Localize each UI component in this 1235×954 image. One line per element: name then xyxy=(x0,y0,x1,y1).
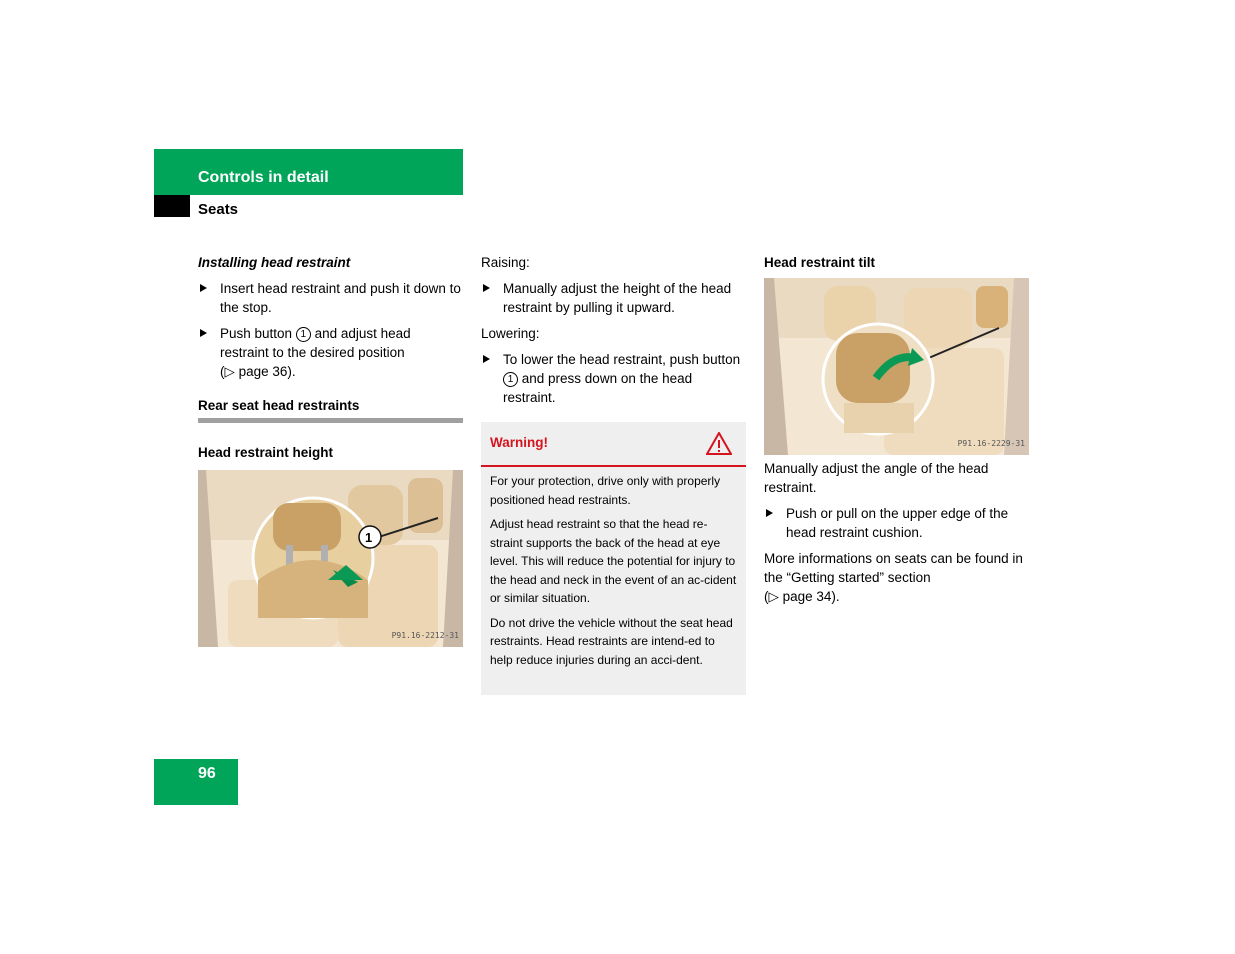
section-title: Seats xyxy=(198,201,239,218)
instruction-bullet xyxy=(198,324,463,381)
page-number: 96 xyxy=(198,765,216,782)
section-marker xyxy=(154,195,190,217)
bullet-text: and press down on the head restraint. xyxy=(503,371,693,405)
bullet-text: To lower the head restraint, push button xyxy=(503,352,741,367)
bullet-text: Manually adjust the height of the head restraint by pulling it upward. xyxy=(503,281,732,315)
warning-box xyxy=(481,422,746,695)
tilt-text: Manually adjust the angle of the head restraint. xyxy=(764,461,989,495)
tilt-illustration xyxy=(764,278,1029,455)
chapter-title: Controls in detail xyxy=(198,169,329,186)
figure-code: P91.16-2212-31 xyxy=(391,631,459,640)
warning-paragraph: For your protection, drive only with properly positioned head restraints. xyxy=(490,474,721,507)
bullet-arrow-icon xyxy=(483,284,490,292)
installing-heading: Installing head restraint xyxy=(198,255,351,270)
more-info xyxy=(764,549,1029,606)
lowering-label: Lowering: xyxy=(481,326,540,341)
column-middle xyxy=(481,253,746,414)
bullet-arrow-icon xyxy=(200,329,207,337)
bullet-text: Push or pull on the upper edge of the head restraint cushion. xyxy=(786,506,1009,540)
tilt-heading: Head restraint tilt xyxy=(764,255,876,270)
bullet-text: Insert head restraint and push it down to the stop. xyxy=(220,281,461,315)
warning-paragraph: Adjust head restraint so that the head re-straint supports the back of the head at eye level. This will reduce the potential for injury to the head and neck in the event of an ac-cident or similar situation. xyxy=(490,517,737,605)
callout-number: 1 xyxy=(503,372,518,387)
page-number-box xyxy=(154,759,238,805)
bullet-text: and adjust head restraint to the desired position xyxy=(220,326,411,360)
instruction-bullet xyxy=(764,504,1029,542)
bullet-arrow-icon xyxy=(766,509,773,517)
page-reference: (▷ page 36). xyxy=(220,364,296,379)
seat-illustration xyxy=(198,470,463,647)
instruction-bullet xyxy=(198,279,463,317)
more-info-text: More informations on seats can be found in the “Getting started” section xyxy=(764,551,1023,585)
warning-title: Warning! xyxy=(490,435,548,450)
warning-header xyxy=(481,422,746,467)
raising-label: Raising: xyxy=(481,255,530,270)
callout-number: 1 xyxy=(296,327,311,342)
head-restraint-height-figure xyxy=(198,470,463,647)
warning-body xyxy=(481,467,746,669)
column-right xyxy=(764,253,1029,606)
figure-code: P91.16-2229-31 xyxy=(957,439,1025,448)
instruction-bullet xyxy=(481,279,746,317)
bullet-arrow-icon xyxy=(483,355,490,363)
rear-seat-heading: Rear seat head restraints xyxy=(198,398,360,413)
column-left xyxy=(198,253,463,647)
head-restraint-tilt-figure xyxy=(764,278,1029,455)
bullet-text: Push button xyxy=(220,326,293,341)
figure-callout: 1 xyxy=(365,530,373,545)
height-heading: Head restraint height xyxy=(198,445,334,460)
page-reference: (▷ page 34). xyxy=(764,589,840,604)
bullet-arrow-icon xyxy=(200,284,207,292)
warning-paragraph: Do not drive the vehicle without the seat head restraints. Head restraints are intend-ed to help reduce injuries during an acci-dent. xyxy=(490,615,733,667)
warning-triangle-icon xyxy=(706,432,732,455)
instruction-bullet xyxy=(481,350,746,407)
